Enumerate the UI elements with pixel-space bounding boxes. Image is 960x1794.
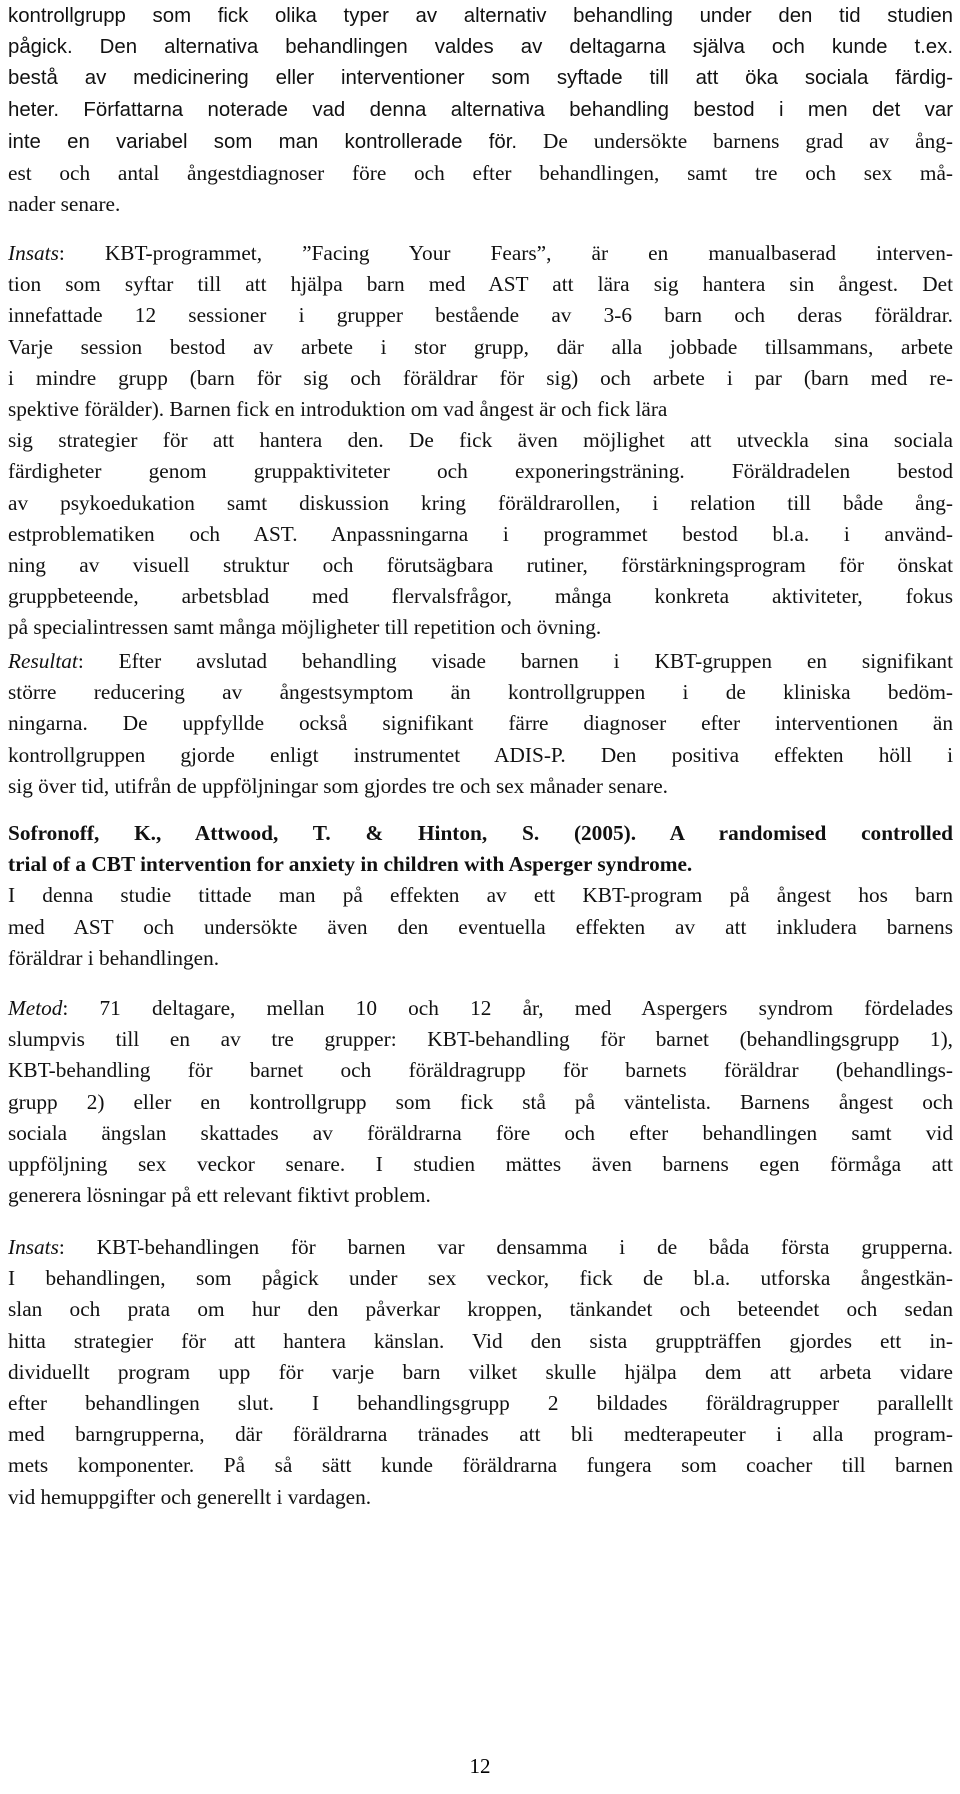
reference-title: trial of a CBT intervention for anxiety in children with Asperger syndrome. bbox=[8, 852, 693, 877]
text-line: I denna studie tittade man på effekten av ett KBT-program på ångest hos barn bbox=[8, 883, 953, 908]
text-line: Varje session bestod av arbete i stor grupp, där alla jobbade tillsammans, arbete bbox=[8, 334, 953, 359]
text-line bbox=[8, 1232, 953, 1263]
text-line: estproblematiken och AST. Anpassningarna i programmet bestod bl.a. i använd- bbox=[8, 521, 953, 546]
text-segment: spektive förälder). bbox=[8, 397, 165, 422]
text-line: heter. Författarna noterade vad denna alternativa behandling bestod i men det var bbox=[8, 98, 953, 121]
text-line: nader senare. bbox=[8, 192, 121, 217]
page-number: 12 bbox=[469, 1754, 491, 1778]
text-segment: Barnen fick en introduktion om vad ångest är och fick lära bbox=[164, 397, 668, 422]
text-line: bestå av medicinering eller interventioner som syftade till att öka sociala färdig- bbox=[8, 67, 953, 90]
text-line: ningarna. De uppfyllde också signifikant färre diagnoser efter interventionen än bbox=[8, 711, 953, 736]
text-line: efter behandlingen slut. I behandlingsgrupp 2 bildades föräldragrupper parallellt bbox=[8, 1391, 953, 1416]
text-segment: : KBT-behandlingen för barnen var densamma i de båda första grupperna. bbox=[58, 1235, 953, 1259]
text-line: sociala ängslan skattades av föräldrarna före och efter behandlingen samt vid bbox=[8, 1120, 953, 1145]
text-line: ning av visuell struktur och förutsägbara rutiner, förstärkningsprogram för önskat bbox=[8, 553, 953, 578]
text-line: slan och prata om hur den påverkar kroppen, tänkandet och beteendet och sedan bbox=[8, 1297, 953, 1322]
text-line: vid hemuppgifter och generellt i vardagen. bbox=[8, 1484, 372, 1509]
section-label: Insats bbox=[8, 1235, 59, 1259]
section-label: Resultat bbox=[8, 649, 78, 673]
text-line: med barngrupperna, där föräldrarna tränades att bli medterapeuter i alla program- bbox=[8, 1422, 953, 1447]
text-line: färdigheter genom gruppaktiviteter och exponeringsträning. Föräldradelen bestod bbox=[8, 459, 953, 484]
section-label: Insats bbox=[8, 241, 59, 265]
section-insats bbox=[8, 238, 953, 644]
text-segment: : 71 deltagare, mellan 10 och 12 år, med Aspergers syndrom fördelades bbox=[62, 996, 953, 1020]
text-line: kontrollgrupp som fick olika typer av alternativ behandling under den tid studien bbox=[8, 5, 953, 27]
text-line: slumpvis till en av tre grupper: KBT-behandling för barnet (behandlingsgrupp 1), bbox=[8, 1027, 953, 1052]
text-line bbox=[8, 394, 953, 425]
text-line: mets komponenter. På så sätt kunde föräldrarna fungera som coacher till barnen bbox=[8, 1453, 953, 1478]
section-insats bbox=[8, 1232, 953, 1513]
text-line: KBT-behandling för barnet och föräldragrupp för barnets föräldrar (behandlings- bbox=[8, 1058, 953, 1083]
text-line bbox=[8, 126, 953, 158]
text-line: generera lösningar på ett relevant fiktivt problem. bbox=[8, 1183, 431, 1208]
text-line: I behandlingen, som pågick under sex veckor, fick de bl.a. utforska ångestkän- bbox=[8, 1266, 953, 1291]
text-line: av psykoedukation samt diskussion kring föräldrarollen, i relation till både ång- bbox=[8, 490, 953, 515]
text-line bbox=[8, 238, 953, 269]
paragraph-continued bbox=[8, 1, 953, 220]
text-line: uppföljning sex veckor senare. I studien mättes även barnens egen förmåga att bbox=[8, 1152, 953, 1177]
text-line: gruppbeteende, arbetsblad med flervalsfrågor, många konkreta aktiviteter, fokus bbox=[8, 584, 953, 609]
text-line: på specialintressen samt många möjligheter till repetition och övning. bbox=[8, 615, 602, 640]
text-line: dividuellt program upp för varje barn vilket skulle hjälpa dem att arbeta vidare bbox=[8, 1359, 953, 1384]
text-line: större reducering av ångestsymptom än kontrollgruppen i de kliniska bedöm- bbox=[8, 680, 953, 705]
text-segment: : Efter avslutad behandling visade barnen i KBT-gruppen en signifikant bbox=[77, 649, 953, 673]
text-line: pågick. Den alternativa behandlingen valdes av deltagarna själva och kunde t.ex. bbox=[8, 36, 953, 59]
text-line: innefattade 12 sessioner i grupper bestående av 3-6 barn och deras föräldrar. bbox=[8, 303, 953, 328]
section-metod bbox=[8, 993, 953, 1211]
text-line: föräldrar i behandlingen. bbox=[8, 945, 220, 970]
text-segment: De undersökte barnens grad av ång- bbox=[517, 128, 953, 153]
text-segment: inte en variabel som man kontrollerade för. bbox=[8, 130, 518, 153]
text-line: sig strategier för att hantera den. De fick även möjlighet att utveckla sina sociala bbox=[8, 428, 953, 453]
reference-title: Sofronoff, K., Attwood, T. & Hinton, S. (2005). A randomised controlled bbox=[8, 821, 953, 845]
section-label: Metod bbox=[8, 996, 63, 1020]
text-line: sig över tid, utifrån de uppföljningar som gjordes tre och sex månader senare. bbox=[8, 773, 669, 798]
text-line bbox=[8, 993, 953, 1024]
text-line bbox=[8, 646, 953, 677]
text-segment: : KBT-programmet, ”Facing Your Fears”, är en manualbaserad interven- bbox=[58, 241, 953, 265]
text-line: kontrollgruppen gjorde enligt instrumentet ADIS-P. Den positiva effekten höll i bbox=[8, 742, 953, 767]
text-line: grupp 2) eller en kontrollgrupp som fick stå på väntelista. Barnens ångest och bbox=[8, 1089, 953, 1114]
text-line: hitta strategier för att hantera känslan. Vid den sista gruppträffen gjordes ett in- bbox=[8, 1328, 953, 1353]
study-reference bbox=[8, 818, 953, 974]
section-resultat bbox=[8, 646, 953, 802]
text-line: med AST och undersökte även den eventuella effekten av att inkludera barnens bbox=[8, 914, 953, 939]
text-line: tion som syftar till att hjälpa barn med AST att lära sig hantera sin ångest. Det bbox=[8, 272, 953, 297]
text-line: i mindre grupp (barn för sig och föräldrar för sig) och arbete i par (barn med re- bbox=[8, 365, 953, 390]
text-line: est och antal ångestdiagnoser före och efter behandlingen, samt tre och sex må- bbox=[8, 161, 953, 186]
